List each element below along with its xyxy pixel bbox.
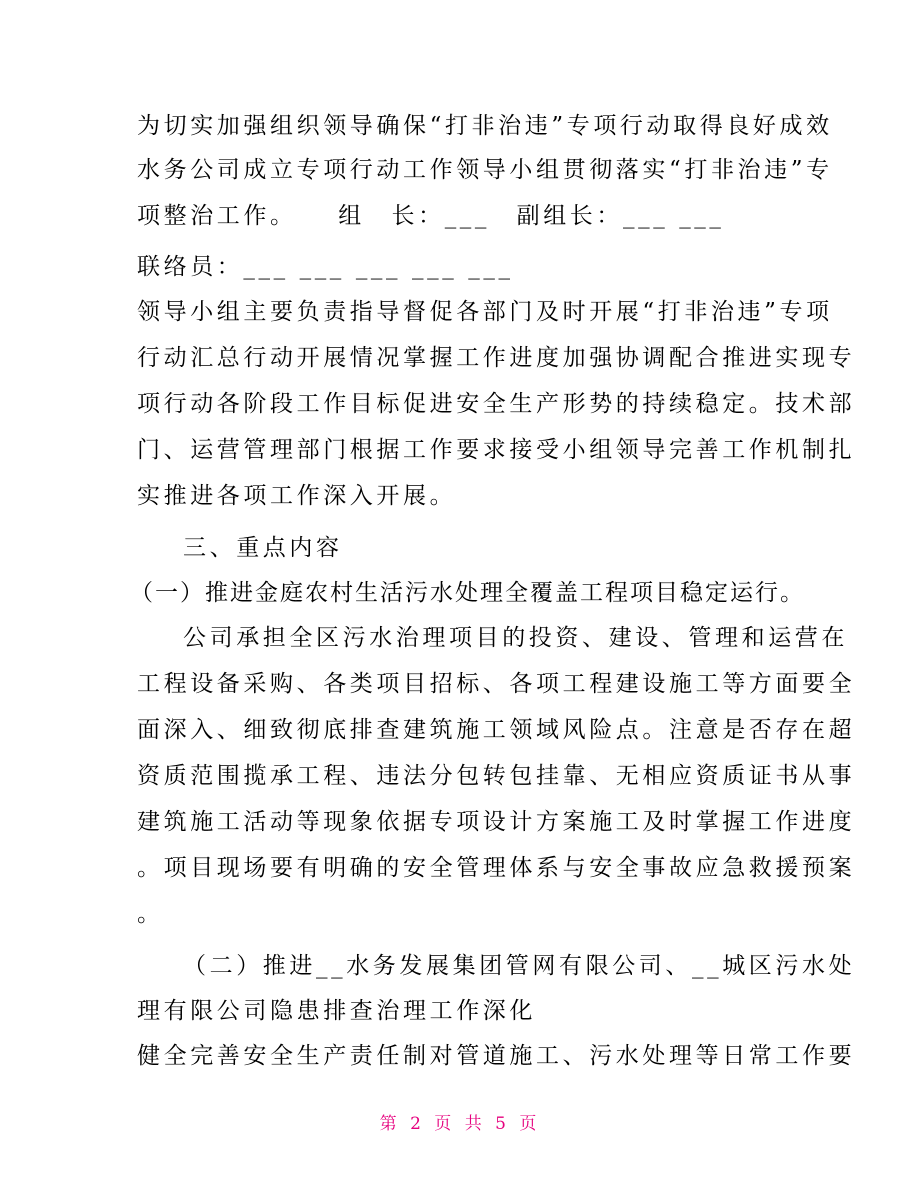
paragraph-line-9: 实推进各项工作深入开展。 <box>137 483 457 509</box>
paragraph-line-7: 项行动各阶段工作目标促进安全生产形势的持续稳定。技术部 <box>137 391 856 417</box>
liaison-line: 联络员：___ ___ ___ ___ ___ <box>137 254 514 280</box>
section-heading: 三、重点内容 <box>183 535 343 561</box>
paragraph-line-5: 领导小组主要负责指导督促各部门及时开展“打非治违”专项 <box>137 299 833 325</box>
paragraph-line-1: 为切实加强组织领导确保“打非治违”专项行动取得良好成效 <box>137 113 833 139</box>
paragraph-line-15: 资质范围揽承工程、违法分包转包挂靠、无相应资质证书从事 <box>137 763 856 789</box>
paragraph-line-2: 水务公司成立专项行动工作领导小组贯彻落实“打非治违”专 <box>137 157 833 183</box>
paragraph-line-16: 建筑施工活动等现象依据专项设计方案施工及时掌握工作进度 <box>137 809 856 835</box>
paragraph-line-6: 行动汇总行动开展情况掌握工作进度加强协调配合推进实现专 <box>137 345 856 371</box>
page-number-footer: 第 2 页 共 5 页 <box>379 1114 541 1134</box>
paragraph-line-14: 面深入、细致彻底排查建筑施工领域风险点。注意是否存在超 <box>137 717 856 743</box>
paragraph-line-12: 公司承担全区污水治理项目的投资、建设、管理和运营在 <box>183 625 848 651</box>
paragraph-line-18: 。 <box>137 901 164 927</box>
paragraph-line-13: 工程设备采购、各类项目招标、各项工程建设施工等方面要全 <box>137 671 856 697</box>
paragraph-line-21: 健全完善安全生产责任制对管道施工、污水处理等日常工作要 <box>137 1043 856 1069</box>
paragraph-line-17: 。项目现场要有明确的安全管理体系与安全事故应急救援预案 <box>137 855 856 881</box>
subsection-heading-2: （二）推进__水务发展集团管网有限公司、__城区污水处 <box>183 953 856 979</box>
paragraph-line-8: 门、运营管理部门根据工作要求接受小组领导完善工作机制扎 <box>137 437 856 463</box>
subsection-heading-1: （一）推进金庭农村生活污水处理全覆盖工程项目稳定运行。 <box>130 580 805 606</box>
paragraph-line-20: 理有限公司隐患排查治理工作深化 <box>137 998 536 1024</box>
paragraph-line-3: 项整治工作。 组 长：___ 副组长：___ ___ <box>137 203 725 229</box>
